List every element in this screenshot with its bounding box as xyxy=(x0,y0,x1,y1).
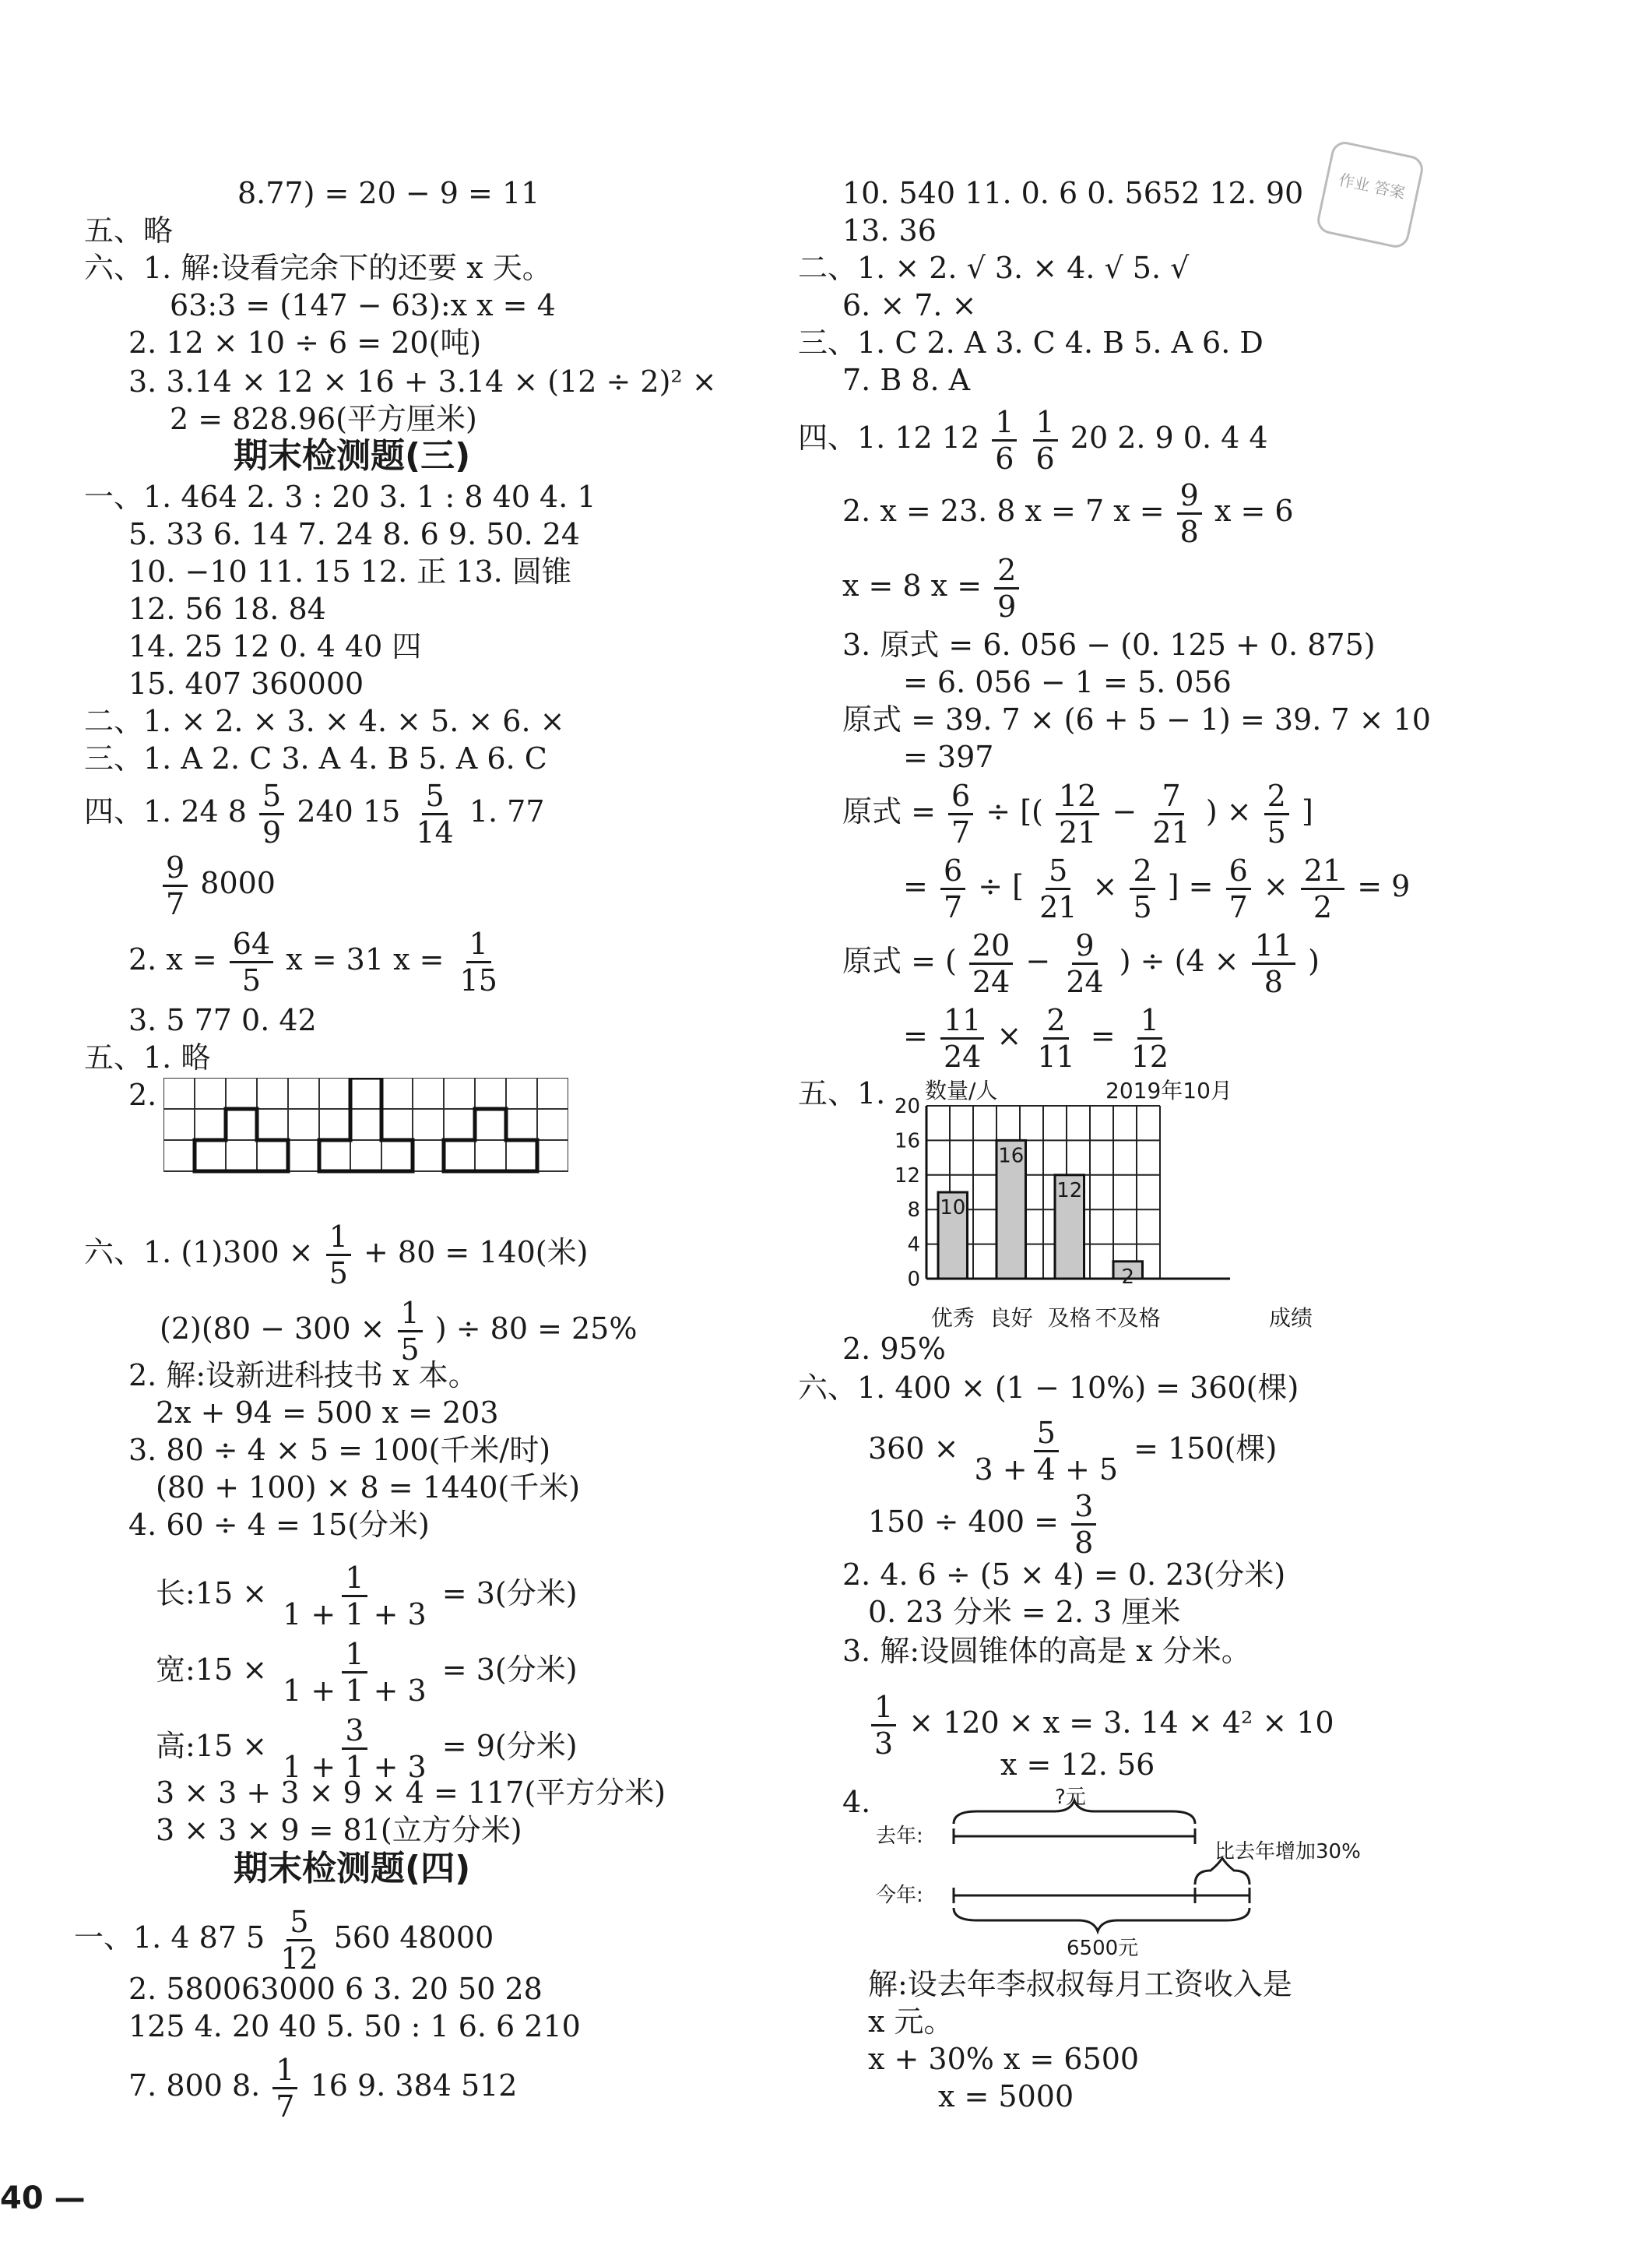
text-line: 63:3 = (147 − 63):x x = 4 xyxy=(170,288,556,322)
fraction: $\frac{9}{7}$ xyxy=(163,850,188,921)
text-line: 3. 解:设圆锥体的高是 x 分米。 xyxy=(842,1634,1251,1668)
text-line: 12. 56 18. 84 xyxy=(128,592,326,626)
grid-drawing xyxy=(163,1078,568,1179)
fraction: $\frac{3}{1 + 1 + 3}$ xyxy=(283,1713,427,1784)
text-line: 3 × 3 × 9 = 81(立方分米) xyxy=(156,1813,522,1847)
fraction: $\frac{1}{1 + 1 + 3}$ xyxy=(283,1561,427,1631)
text-line: 14. 25 12 0. 4 40 四 xyxy=(128,629,422,663)
this-year-label: 今年: xyxy=(876,1884,923,1907)
bar-chart xyxy=(880,1075,1323,1339)
chart-data-label: 10 xyxy=(940,1196,966,1219)
text-line: 4. xyxy=(842,1785,871,1819)
fraction: $\frac{5}{12}$ xyxy=(280,1905,318,1976)
text-line: 150 ÷ 400 = $\frac{3}{8}$ xyxy=(868,1489,1099,1560)
text-line: 2. x = $\frac{64}{5}$ x = 31 x = $\frac{1}{15}$ xyxy=(128,927,504,998)
text-line: 3. 原式 = 6. 056 − (0. 125 + 0. 875) xyxy=(842,628,1376,662)
fraction: $\frac{11}{8}$ xyxy=(1252,928,1295,999)
text-line: 五、略 xyxy=(84,213,174,248)
chart-ylabel: 数量/人 xyxy=(925,1078,998,1103)
fraction: $\frac{5}{3 + 4 + 5}$ xyxy=(974,1416,1119,1487)
text-line: 三、1. C 2. A 3. C 4. B 5. A 6. D xyxy=(798,326,1264,360)
fraction: $\frac{3}{8}$ xyxy=(1071,1489,1096,1560)
text-line: (80 + 100) × 8 = 1440(千米) xyxy=(156,1470,581,1505)
fraction: $\frac{5}{9}$ xyxy=(259,779,284,850)
chart-ytick-label: 20 xyxy=(894,1095,920,1118)
text-line: 2x + 94 = 500 x = 203 xyxy=(156,1395,499,1430)
text-line: 长:15 × $\frac{1}{1 + 1 + 3}$ = 3(分米) xyxy=(156,1561,578,1631)
fraction: $\frac{64}{5}$ xyxy=(230,927,273,998)
chart-xtick-label: 不及格 xyxy=(1095,1305,1161,1331)
fraction: $\frac{1}{7}$ xyxy=(272,2053,297,2124)
chart-ytick-label: 12 xyxy=(894,1163,920,1188)
fraction: $\frac{2}{11}$ xyxy=(1037,1003,1075,1074)
text-line: 原式 = 39. 7 × (6 + 5 − 1) = 39. 7 × 10 xyxy=(842,702,1431,737)
stamp-seal: 作业 答案 xyxy=(1315,139,1425,250)
text-line: 2. 580063000 6 3. 20 50 28 xyxy=(128,1972,543,2006)
chart-xtick-label: 优秀 xyxy=(930,1305,975,1331)
text-line: 原式 = $\frac{6}{7}$ ÷ [( $\frac{12}{21}$ − $\frac{7}{21}$ ) × $\frac{2}{5}$ ] xyxy=(842,779,1313,850)
text-line: 10. −10 11. 15 12. 正 13. 圆锥 xyxy=(128,554,571,589)
fraction: $\frac{5}{21}$ xyxy=(1039,853,1077,924)
text-line: 六、1. 400 × (1 − 10%) = 360(棵) xyxy=(798,1371,1299,1405)
text-line: 四、1. 12 12 $\frac{1}{6}$ $\frac{1}{6}$ 20 2. 9 0. 4 4 xyxy=(798,405,1268,476)
text-line: 7. B 8. A xyxy=(842,363,971,397)
fraction: $\frac{7}{21}$ xyxy=(1152,779,1190,850)
text-line: 6. × 7. × xyxy=(842,288,977,322)
text-line: 3. 80 ÷ 4 × 5 = 100(千米/时) xyxy=(128,1433,551,1467)
chart-ytick-label: 4 xyxy=(907,1233,920,1257)
text-line: 4. 60 ÷ 4 = 15(分米) xyxy=(128,1508,430,1542)
fraction: $\frac{1}{15}$ xyxy=(459,927,497,998)
text-line: 2. 4. 6 ÷ (5 × 4) = 0. 23(分米) xyxy=(842,1557,1286,1592)
right-column xyxy=(794,0,1650,2263)
text-line: 3 × 3 + 3 × 9 × 4 = 117(平方分米) xyxy=(156,1776,666,1810)
section-title: 期末检测题(四) xyxy=(234,1849,471,1888)
fraction: $\frac{11}{24}$ xyxy=(940,1003,984,1074)
text-line: 一、1. 4 87 5 $\frac{5}{12}$ 560 48000 xyxy=(74,1905,494,1976)
text-line: 原式 = ( $\frac{20}{24}$ − $\frac{9}{24}$ ) ÷ (4 × $\frac{11}{8}$ ) xyxy=(842,928,1320,999)
text-line: 7. 800 8. $\frac{1}{7}$ 16 9. 384 512 xyxy=(128,2053,518,2124)
fraction: $\frac{1}{5}$ xyxy=(398,1296,423,1367)
text-line: 2 = 828.96(平方厘米) xyxy=(170,402,477,436)
text-line: 2. xyxy=(128,1078,157,1112)
text-line: 0. 23 分米 = 2. 3 厘米 xyxy=(868,1595,1181,1629)
text-line: 四、1. 24 8 $\frac{5}{9}$ 240 15 $\frac{5}{14}$ 1. 77 xyxy=(84,779,545,850)
text-line: 5. 33 6. 14 7. 24 8. 6 9. 50. 24 xyxy=(128,517,581,551)
fraction: $\frac{21}{2}$ xyxy=(1301,853,1344,924)
text-line: x = 5000 xyxy=(938,2079,1074,2113)
text-line: 二、1. × 2. √ 3. × 4. √ 5. √ xyxy=(798,251,1190,285)
text-line: = 6. 056 − 1 = 5. 056 xyxy=(903,665,1232,699)
text-line: x = 12. 56 xyxy=(1000,1747,1155,1782)
left-column xyxy=(0,0,825,2263)
text-line: 二、1. × 2. × 3. × 4. × 5. × 6. × xyxy=(84,704,565,738)
text-line: x + 30% x = 6500 xyxy=(868,2042,1140,2076)
text-line: x = 8 x = $\frac{2}{9}$ xyxy=(842,553,1022,624)
fraction: $\frac{6}{7}$ xyxy=(948,779,973,850)
text-line: 13. 36 xyxy=(842,213,937,248)
text-line: 解:设去年李叔叔每月工资收入是 xyxy=(868,1967,1292,2001)
text-line: 8.77) = 20 − 9 = 11 xyxy=(237,176,540,210)
text-line: 10. 540 11. 0. 6 0. 5652 12. 90 xyxy=(842,176,1304,210)
chart-title: 2019年10月 xyxy=(1105,1078,1232,1103)
text-line: 15. 407 360000 xyxy=(128,667,364,701)
chart-ytick-label: 8 xyxy=(907,1198,920,1223)
text-line: (2)(80 − 300 × $\frac{1}{5}$ ) ÷ 80 = 25% xyxy=(160,1296,638,1367)
text-line: 125 4. 20 40 5. 50 : 1 6. 6 210 xyxy=(128,2009,581,2043)
text-line: 宽:15 × $\frac{1}{1 + 1 + 3}$ = 3(分米) xyxy=(156,1637,578,1708)
diagram-bottom-label: 6500元 xyxy=(1067,1937,1139,1960)
fraction: $\frac{9}{8}$ xyxy=(1177,478,1202,549)
text-line: $\frac{9}{7}$ 8000 xyxy=(160,850,276,921)
bottom-brace xyxy=(954,1908,1250,1931)
fraction: $\frac{1}{6}$ xyxy=(1033,405,1058,476)
fraction: $\frac{9}{24}$ xyxy=(1066,928,1104,999)
fraction: $\frac{6}{7}$ xyxy=(940,853,965,924)
fraction: $\frac{1}{1 + 1 + 3}$ xyxy=(283,1637,427,1708)
chart-xtick-label: 及格 xyxy=(1047,1305,1091,1331)
line-segment-diagram xyxy=(868,1783,1397,1962)
text-line: 五、1. xyxy=(798,1076,886,1110)
increase-label: 比去年增加30% xyxy=(1214,1840,1361,1864)
text-line: x 元。 xyxy=(868,2004,954,2039)
text-line: 3. 3.14 × 12 × 16 + 3.14 × (12 ÷ 2)² × xyxy=(128,364,717,399)
fraction: $\frac{12}{21}$ xyxy=(1056,779,1099,850)
fraction: $\frac{2}{9}$ xyxy=(994,553,1019,624)
chart-data-label: 16 xyxy=(998,1144,1025,1168)
fraction: $\frac{1}{3}$ xyxy=(871,1690,896,1761)
last-year-label: 去年: xyxy=(876,1825,923,1848)
text-line: = $\frac{6}{7}$ ÷ [ $\frac{5}{21}$ × $\frac{2}{5}$ ] = $\frac{6}{7}$ × $\frac{21}{2}$ = 9 xyxy=(903,853,1411,924)
chart-ytick-label: 0 xyxy=(907,1268,920,1291)
text-line: 2. 95% xyxy=(842,1332,946,1366)
fraction: $\frac{1}{6}$ xyxy=(992,405,1017,476)
text-line: 六、1. (1)300 × $\frac{1}{5}$ + 80 = 140(米) xyxy=(84,1219,589,1290)
text-line: 高:15 × $\frac{3}{1 + 1 + 3}$ = 9(分米) xyxy=(156,1713,578,1784)
fraction: $\frac{1}{12}$ xyxy=(1130,1003,1169,1074)
text-line: = $\frac{11}{24}$ × $\frac{2}{11}$ = $\frac{1}{12}$ xyxy=(903,1003,1175,1074)
chart-xlabel: 成绩 xyxy=(1269,1305,1313,1331)
text-line: 六、1. 解:设看完余下的还要 x 天。 xyxy=(84,251,552,285)
fraction: $\frac{1}{5}$ xyxy=(326,1219,351,1290)
text-line: 2. 解:设新进科技书 x 本。 xyxy=(128,1358,478,1392)
text-line: 三、1. A 2. C 3. A 4. B 5. A 6. C xyxy=(84,741,547,776)
fraction: $\frac{20}{24}$ xyxy=(969,928,1013,999)
fraction: $\frac{2}{5}$ xyxy=(1264,779,1289,850)
section-title: 期末检测题(三) xyxy=(234,436,471,476)
fraction: $\frac{5}{14}$ xyxy=(416,779,454,850)
diagram-top-label: ?元 xyxy=(1055,1786,1086,1809)
chart-ytick-label: 16 xyxy=(894,1129,920,1153)
chart-data-label: 12 xyxy=(1056,1178,1083,1202)
text-line: = 397 xyxy=(903,740,994,774)
page-number: 40 — xyxy=(0,2180,86,2216)
text-line: $\frac{1}{3}$ × 120 × x = 3. 14 × 4² × 10 xyxy=(868,1690,1334,1761)
text-line: 一、1. 464 2. 3 : 20 3. 1 : 8 40 4. 1 xyxy=(84,480,596,514)
chart-data-label: 2 xyxy=(1121,1265,1135,1289)
text-line: 360 × $\frac{5}{3 + 4 + 5}$ = 150(棵) xyxy=(868,1416,1278,1487)
text-line: 3. 5 77 0. 42 xyxy=(128,1003,317,1037)
text-line: 2. x = 23. 8 x = 7 x = $\frac{9}{8}$ x = 6 xyxy=(842,478,1294,549)
fraction: $\frac{2}{5}$ xyxy=(1130,853,1155,924)
text-line: 2. 12 × 10 ÷ 6 = 20(吨) xyxy=(128,326,482,360)
shape-2 xyxy=(319,1078,413,1171)
text-line: 五、1. 略 xyxy=(84,1040,211,1075)
chart-xtick-label: 良好 xyxy=(989,1305,1033,1331)
fraction: $\frac{6}{7}$ xyxy=(1226,853,1251,924)
